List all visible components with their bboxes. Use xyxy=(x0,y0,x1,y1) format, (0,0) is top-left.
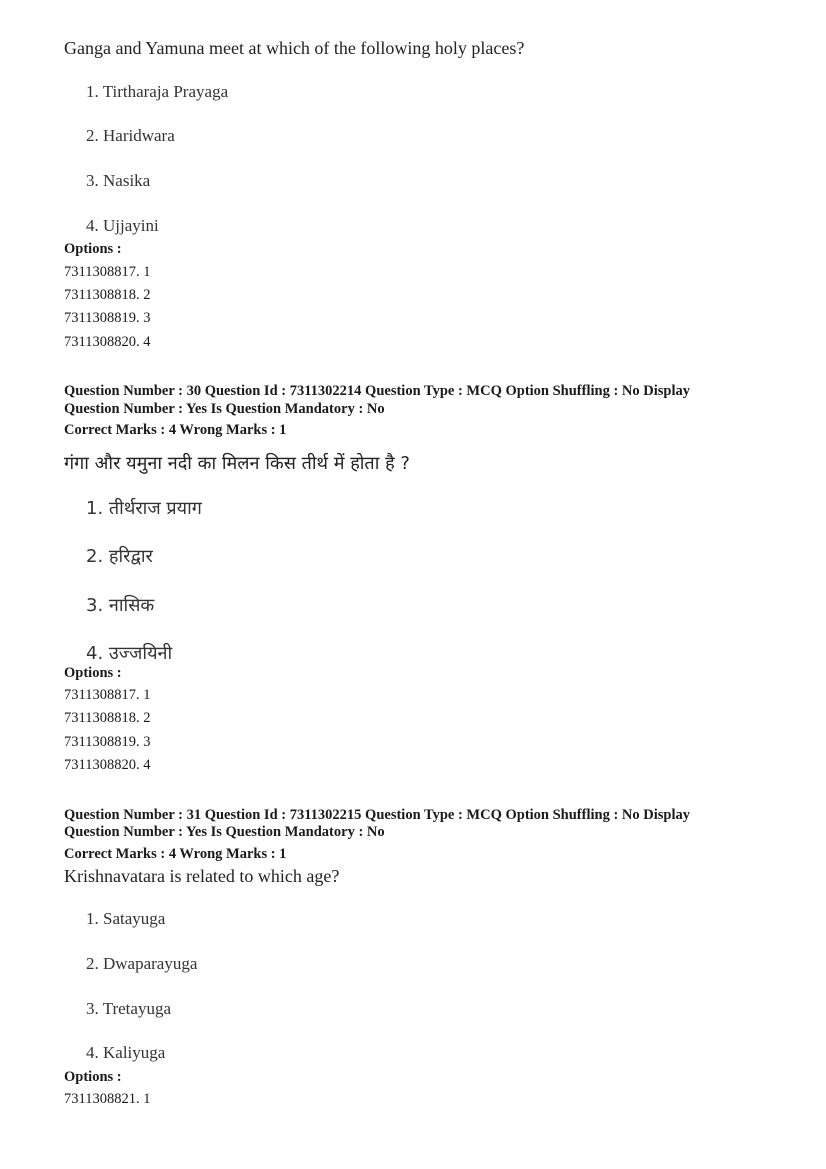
answer-choice: 4. Ujjayini xyxy=(86,216,159,235)
option-id: 7311308817. 1 xyxy=(64,687,151,703)
option-id: 7311308818. 2 xyxy=(64,710,151,726)
answer-choice: 2. Dwaparayuga xyxy=(86,954,198,973)
answer-choice: 1. Tirtharaja Prayaga xyxy=(86,82,229,101)
option-id: 7311308818. 2 xyxy=(64,287,151,303)
option-id: 7311308819. 3 xyxy=(64,734,151,750)
question-meta: Question Number : Yes Is Question Mandatory : No xyxy=(64,401,385,417)
option-id: 7311308821. 1 xyxy=(64,1091,151,1107)
question-marks: Correct Marks : 4 Wrong Marks : 1 xyxy=(64,422,287,438)
question-meta: Question Number : 30 Question Id : 7311302214 Question Type : MCQ Option Shuffling : No Display xyxy=(64,383,690,399)
answer-choice: 3. Nasika xyxy=(86,171,151,190)
question-text: गंगा और यमुना नदी का मिलन किस तीर्थ में होता है ? xyxy=(64,453,410,474)
options-label: Options : xyxy=(64,241,122,257)
option-id: 7311308817. 1 xyxy=(64,264,151,280)
answer-choice: 1. तीर्थराज प्रयाग xyxy=(86,498,202,519)
options-label: Options : xyxy=(64,1069,122,1085)
options-label: Options : xyxy=(64,665,122,681)
answer-choice: 2. Haridwara xyxy=(86,126,175,145)
question-text: Krishnavatara is related to which age? xyxy=(64,866,340,886)
option-id: 7311308819. 3 xyxy=(64,310,151,326)
answer-choice: 1. Satayuga xyxy=(86,909,166,928)
question-text: Ganga and Yamuna meet at which of the following holy places? xyxy=(64,38,525,58)
question-meta: Question Number : 31 Question Id : 7311302215 Question Type : MCQ Option Shuffling : No Display xyxy=(64,807,690,823)
answer-choice: 3. Tretayuga xyxy=(86,999,171,1018)
answer-choice: 3. नासिक xyxy=(86,595,155,616)
answer-choice: 4. Kaliyuga xyxy=(86,1043,166,1062)
answer-choice: 2. हरिद्वार xyxy=(86,546,153,567)
option-id: 7311308820. 4 xyxy=(64,757,151,773)
answer-choice: 4. उज्जयिनी xyxy=(86,643,173,664)
option-id: 7311308820. 4 xyxy=(64,334,151,350)
question-meta: Question Number : Yes Is Question Mandatory : No xyxy=(64,824,385,840)
question-marks: Correct Marks : 4 Wrong Marks : 1 xyxy=(64,846,287,862)
